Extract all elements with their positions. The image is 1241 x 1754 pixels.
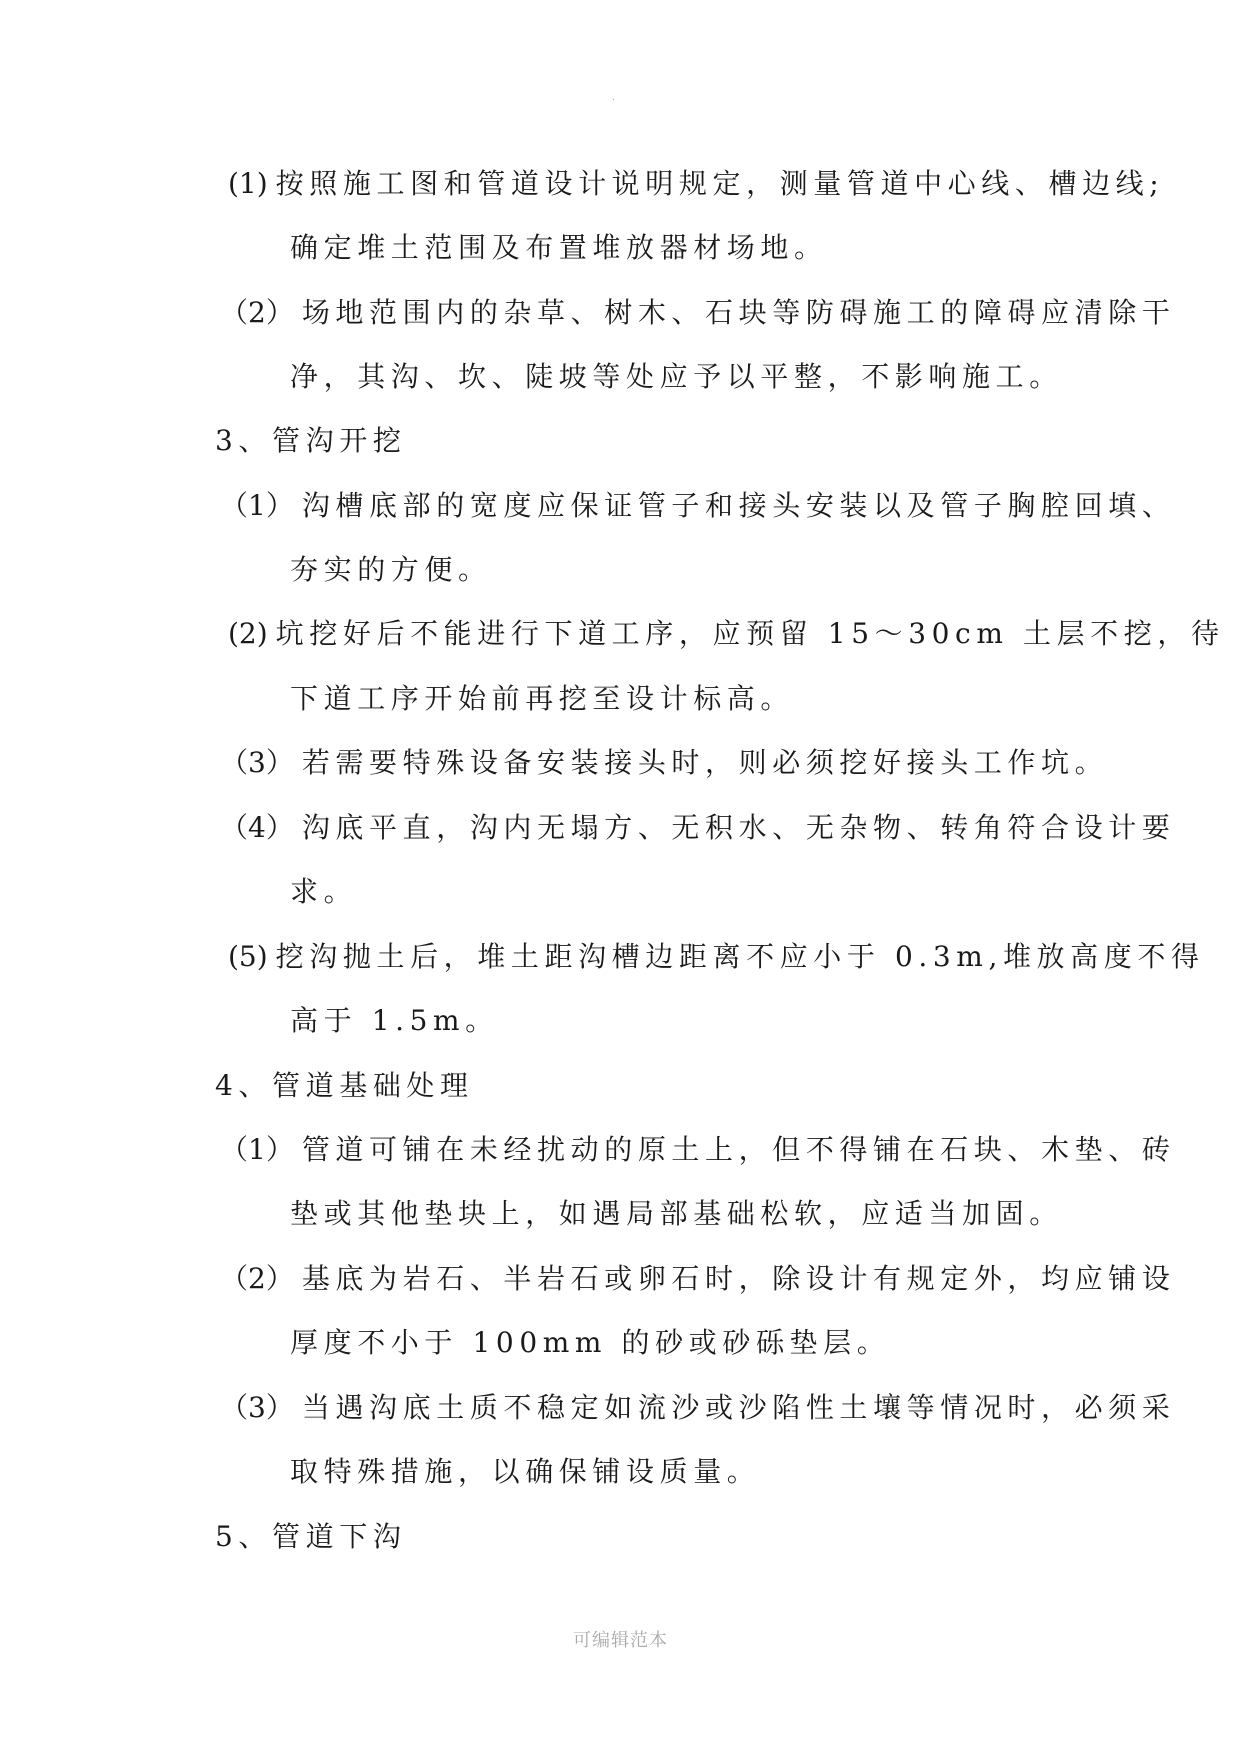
paragraph-line — [228, 614, 1225, 654]
paragraph-line — [220, 1259, 1175, 1299]
page-footer: 可编辑范本 — [573, 1630, 668, 1651]
paragraph-line — [290, 550, 492, 590]
section-heading — [215, 421, 406, 461]
paragraph-line — [220, 1388, 1175, 1428]
item-number: （1） — [220, 1133, 294, 1166]
line-text: 坑挖好后不能进行下道工序，应预留 15～30cm 土层不挖，待 — [275, 617, 1225, 650]
paragraph-line — [290, 1323, 890, 1363]
line-text: 夯实的方便。 — [290, 553, 492, 586]
paragraph-line — [220, 1130, 1175, 1170]
line-text: 3、管沟开挖 — [215, 424, 407, 457]
item-number: (2) — [228, 617, 268, 650]
line-text: 若需要特殊设备安装接头时，则必须挖好接头工作坑。 — [301, 746, 1109, 779]
line-text: 取特殊措施，以确保铺设质量。 — [290, 1455, 761, 1488]
line-text: 4、管道基础处理 — [215, 1069, 474, 1102]
line-text: 确定堆土范围及布置堆放器材场地。 — [290, 231, 828, 264]
section-heading — [215, 1066, 474, 1106]
paragraph-line — [290, 357, 1063, 397]
line-text: 按照施工图和管道设计说明规定，测量管道中心线、槽边线; — [275, 167, 1165, 200]
item-number: （1） — [220, 489, 294, 522]
item-number: （2） — [220, 296, 294, 329]
paragraph-line — [228, 164, 1164, 204]
line-text: 5、管道下沟 — [215, 1520, 407, 1553]
line-text: 垫或其他垫块上，如遇局部基础松软，应适当加固。 — [290, 1197, 1063, 1230]
line-text: 沟底平直，沟内无塌方、无积水、无杂物、转角符合设计要 — [301, 811, 1176, 844]
line-text: 净，其沟、坎、陡坡等处应予以平整，不影响施工。 — [290, 360, 1063, 393]
paragraph-line — [290, 1194, 1063, 1234]
paragraph-line — [290, 1452, 760, 1492]
line-text: 厚度不小于 100mm 的砂或砂砾垫层。 — [290, 1326, 891, 1359]
line-text: 求。 — [290, 875, 358, 908]
line-text: 场地范围内的杂草、树木、石块等防碍施工的障碍应清除干 — [301, 296, 1176, 329]
line-text: 管道可铺在未经扰动的原土上，但不得铺在石块、木垫、砖 — [301, 1133, 1176, 1166]
line-text: 挖沟抛土后，堆土距沟槽边距离不应小于 0.3m,堆放高度不得 — [275, 940, 1205, 973]
line-text: 高于 1.5m。 — [290, 1004, 499, 1037]
line-text: 下道工序开始前再挖至设计标高。 — [290, 682, 795, 715]
paragraph-line — [220, 486, 1175, 526]
paragraph-line — [220, 293, 1175, 333]
header-mark: . — [612, 92, 615, 103]
paragraph-line — [290, 228, 828, 268]
paragraph-line — [220, 743, 1108, 783]
paragraph-line — [228, 937, 1205, 977]
item-number: （3） — [220, 1391, 294, 1424]
section-heading — [215, 1517, 406, 1557]
line-text: 基底为岩石、半岩石或卵石时，除设计有规定外，均应铺设 — [301, 1262, 1176, 1295]
item-number: (1) — [228, 167, 268, 200]
paragraph-line — [220, 808, 1175, 848]
item-number: （3） — [220, 746, 294, 779]
item-number: （4） — [220, 811, 294, 844]
paragraph-line — [290, 872, 357, 912]
paragraph-line — [290, 1001, 499, 1041]
line-text: 当遇沟底土质不稳定如流沙或沙陷性土壤等情况时，必须采 — [301, 1391, 1176, 1424]
paragraph-line — [290, 679, 794, 719]
item-number: （2） — [220, 1262, 294, 1295]
item-number: (5) — [228, 940, 268, 973]
line-text: 沟槽底部的宽度应保证管子和接头安装以及管子胸腔回填、 — [301, 489, 1176, 522]
